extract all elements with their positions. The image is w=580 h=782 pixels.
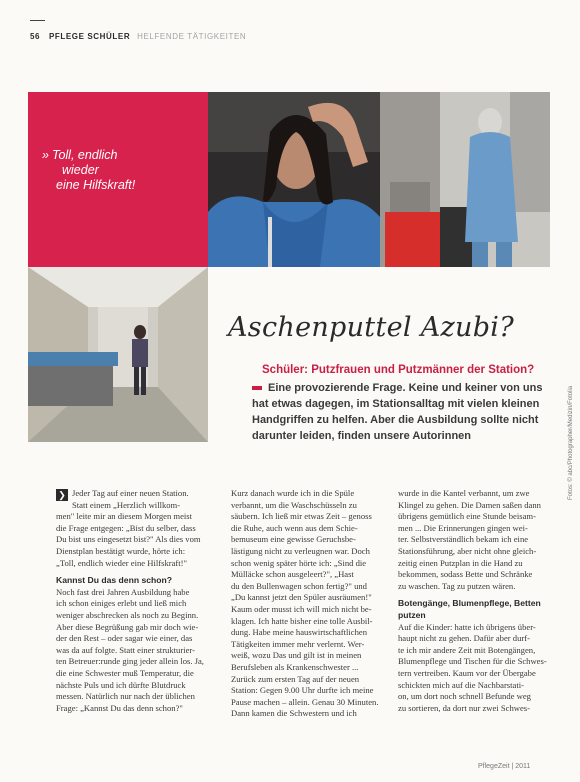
- body-line: bekommen, sodass Bette und Schränke: [398, 569, 533, 580]
- body-subheading: Kannst Du das denn schon?: [56, 575, 173, 586]
- body-line: zu sortieren, da dort nur zwei Schwes-: [398, 702, 530, 713]
- body-line: bemuseum eine gewisse Geruchsbe-: [231, 534, 356, 545]
- body-line: verbannt, um die Waschschüsseln zu: [231, 499, 357, 510]
- body-line: Blumenpflege und Tischen für die Schwes-: [398, 656, 547, 667]
- lead-line: Handgriffen zu helfen. Aber die Ausbildung sollte nicht: [252, 414, 539, 426]
- quote-line: wieder: [62, 163, 99, 177]
- body-line: ten Betreuer:runde ging jeder allein los. Ja,: [56, 656, 204, 667]
- article-start-arrow-icon: ❯: [56, 489, 68, 501]
- body-line: Statt einem „Herzlich willkom-: [72, 499, 181, 510]
- lead-marker-bar: [252, 386, 262, 390]
- body-line: Kaum oder musst ich will mich nicht be-: [231, 603, 372, 614]
- header-rule: [30, 20, 45, 21]
- body-line: Frage: „Kannst Du das denn schon?": [56, 702, 183, 713]
- subsection-label: HELFENDE TÄTIGKEITEN: [137, 32, 247, 41]
- page-number: 56: [30, 32, 41, 41]
- body-line: men" leite mir an diesem Morgen meist: [56, 511, 193, 522]
- body-line: on, um dort noch schnell Befunde weg: [398, 691, 531, 702]
- body-line: Pause machen – allein. Genau 30 Minuten.: [231, 696, 379, 707]
- body-line: säubern. Ich ließ mir etwas Zeit – genoss: [231, 511, 372, 522]
- body-line: die eine Schwester muß Temperatur, die: [56, 667, 194, 678]
- body-line: dung. Habe meine hauswirtschaftlichen: [231, 627, 368, 638]
- photo-nurse-with-cart: [380, 92, 550, 267]
- body-line: ich schon einiges erlebt und ließ mich: [56, 598, 187, 609]
- body-line: Dienstplan bestätigt wurde, hörte ich:: [56, 545, 186, 556]
- photo-hospital-corridor: [28, 267, 208, 442]
- lead-line: darunter leiden, finden unsere Autorinnen: [252, 430, 472, 442]
- body-line: Jeder Tag auf einer neuen Station.: [72, 488, 189, 498]
- body-line: Berufsleben als Krankenschwester ...: [231, 661, 359, 672]
- body-line: die Frage entgegen: „Bist du selber, dass: [56, 522, 196, 533]
- body-line: weiß, wozu Das und gilt ist in meinen: [231, 650, 362, 661]
- body-line: Noch fast drei Jahren Ausbildung habe: [56, 586, 190, 597]
- body-line: Tätigkeiten immer mehr verlernt. Wer-: [231, 638, 365, 649]
- body-line: klagen. Ich hatte bisher eine tolle Ausbil-: [231, 615, 373, 626]
- body-line: Dann kamen die Schwestern und ich: [231, 708, 357, 719]
- article-title: Aschenputtel Azubi?: [228, 312, 515, 343]
- quote-mark: »: [42, 148, 49, 162]
- running-header: [30, 32, 246, 41]
- body-line: zu waschen. Tag zu putzen wären.: [398, 580, 516, 591]
- lead-line: Eine provozierende Frage. Keine und keiner von uns: [268, 382, 543, 394]
- photo-credit: Fotos: © abc/Photographer/Medizin/Fotolia: [568, 385, 574, 500]
- body-line: Aber diese Begrüßung gab mir doch wie-: [56, 621, 199, 632]
- body-line: Zurück zum ersten Tag auf der neuen: [231, 673, 360, 684]
- body-line: Kurz danach wurde ich in die Spüle: [231, 488, 355, 498]
- article-lead: [252, 380, 552, 444]
- body-line: der den Rest – oder sagar wie einer, das: [56, 633, 193, 644]
- article-subheading: Schüler: Putzfrauen und Putzmänner der Station?: [262, 364, 535, 376]
- body-line: nächste Puls und ich dürfte Blutdruck: [56, 679, 186, 690]
- photo-tired-nurse: [208, 92, 380, 267]
- body-column-2: [231, 488, 381, 720]
- body-line: schickten mich auf die Nachbarstati-: [398, 679, 524, 690]
- body-line: ter. Selbstverständlich bekam ich eine: [398, 534, 529, 545]
- body-line: Stationsführung, aber nicht ohne gleich-: [398, 545, 537, 556]
- lead-line: hat etwas dagegen, im Stationsalltag mit vielen kleinen: [252, 398, 540, 410]
- pull-quote: [42, 148, 197, 193]
- body-column-1: [56, 488, 206, 714]
- body-line: wurde in die Kantel verbannt, um zwe: [398, 488, 530, 498]
- body-line: men ... Die Erinnerungen gingen wei-: [398, 522, 528, 533]
- quote-line: eine Hilfskraft!: [56, 178, 136, 192]
- body-line: Auf die Kinder: hatte ich übrigens über-: [398, 621, 536, 632]
- body-line: te ich mir andere Zeit mit Botengängen,: [398, 644, 536, 655]
- body-line: weniger abschrecken als noch zu Beginn.: [56, 609, 199, 620]
- body-column-3: [398, 488, 548, 714]
- quote-line: Toll, endlich: [51, 148, 118, 162]
- body-line: messen. Natürlich nur nach der üblichen: [56, 691, 195, 702]
- body-line: Mülläcke schon ausgeleert?", „Hast: [231, 569, 354, 580]
- body-line: tern vertreiben. Kaum vor der Übergabe: [398, 667, 536, 678]
- body-line: Klingel zu gehen. Die Damen saßen dann: [398, 499, 541, 510]
- body-line: die Ruhe, auch wenn aus dem Schie-: [231, 522, 358, 533]
- body-line: übrigens gemütlich eine Stunde beisam-: [398, 511, 536, 522]
- body-line: du den Bullenwagen schon fertig?" und: [231, 580, 367, 591]
- body-line: was da auf folgte. Statt einer strukturier-: [56, 644, 195, 655]
- section-label: PFLEGE SCHÜLER: [48, 32, 131, 41]
- body-subheading: Botengänge, Blumenpflege, Betten putzen: [398, 598, 541, 620]
- body-line: „Du kannst jetzt den Spüler ausräumen!": [231, 592, 372, 603]
- body-line: Du bist uns eingesetzt bist?" Als dies vom: [56, 534, 201, 545]
- body-line: lästigung nicht zu verleugnen war. Doch: [231, 545, 370, 556]
- body-line: „Toll, endlich wieder eine Hilfskraft!": [56, 557, 188, 568]
- body-line: schon wenig später hörte ich: „Sind die: [231, 557, 367, 568]
- body-line: Station: Gegen 9.00 Uhr durfte ich meine: [231, 685, 374, 696]
- page-footer: PflegeZeit | 2011: [478, 763, 531, 770]
- body-line: zeitig einen Putzplan in die Hand zu: [398, 557, 523, 568]
- body-line: haupt nicht zu gehen. Dafür aber durf-: [398, 633, 530, 644]
